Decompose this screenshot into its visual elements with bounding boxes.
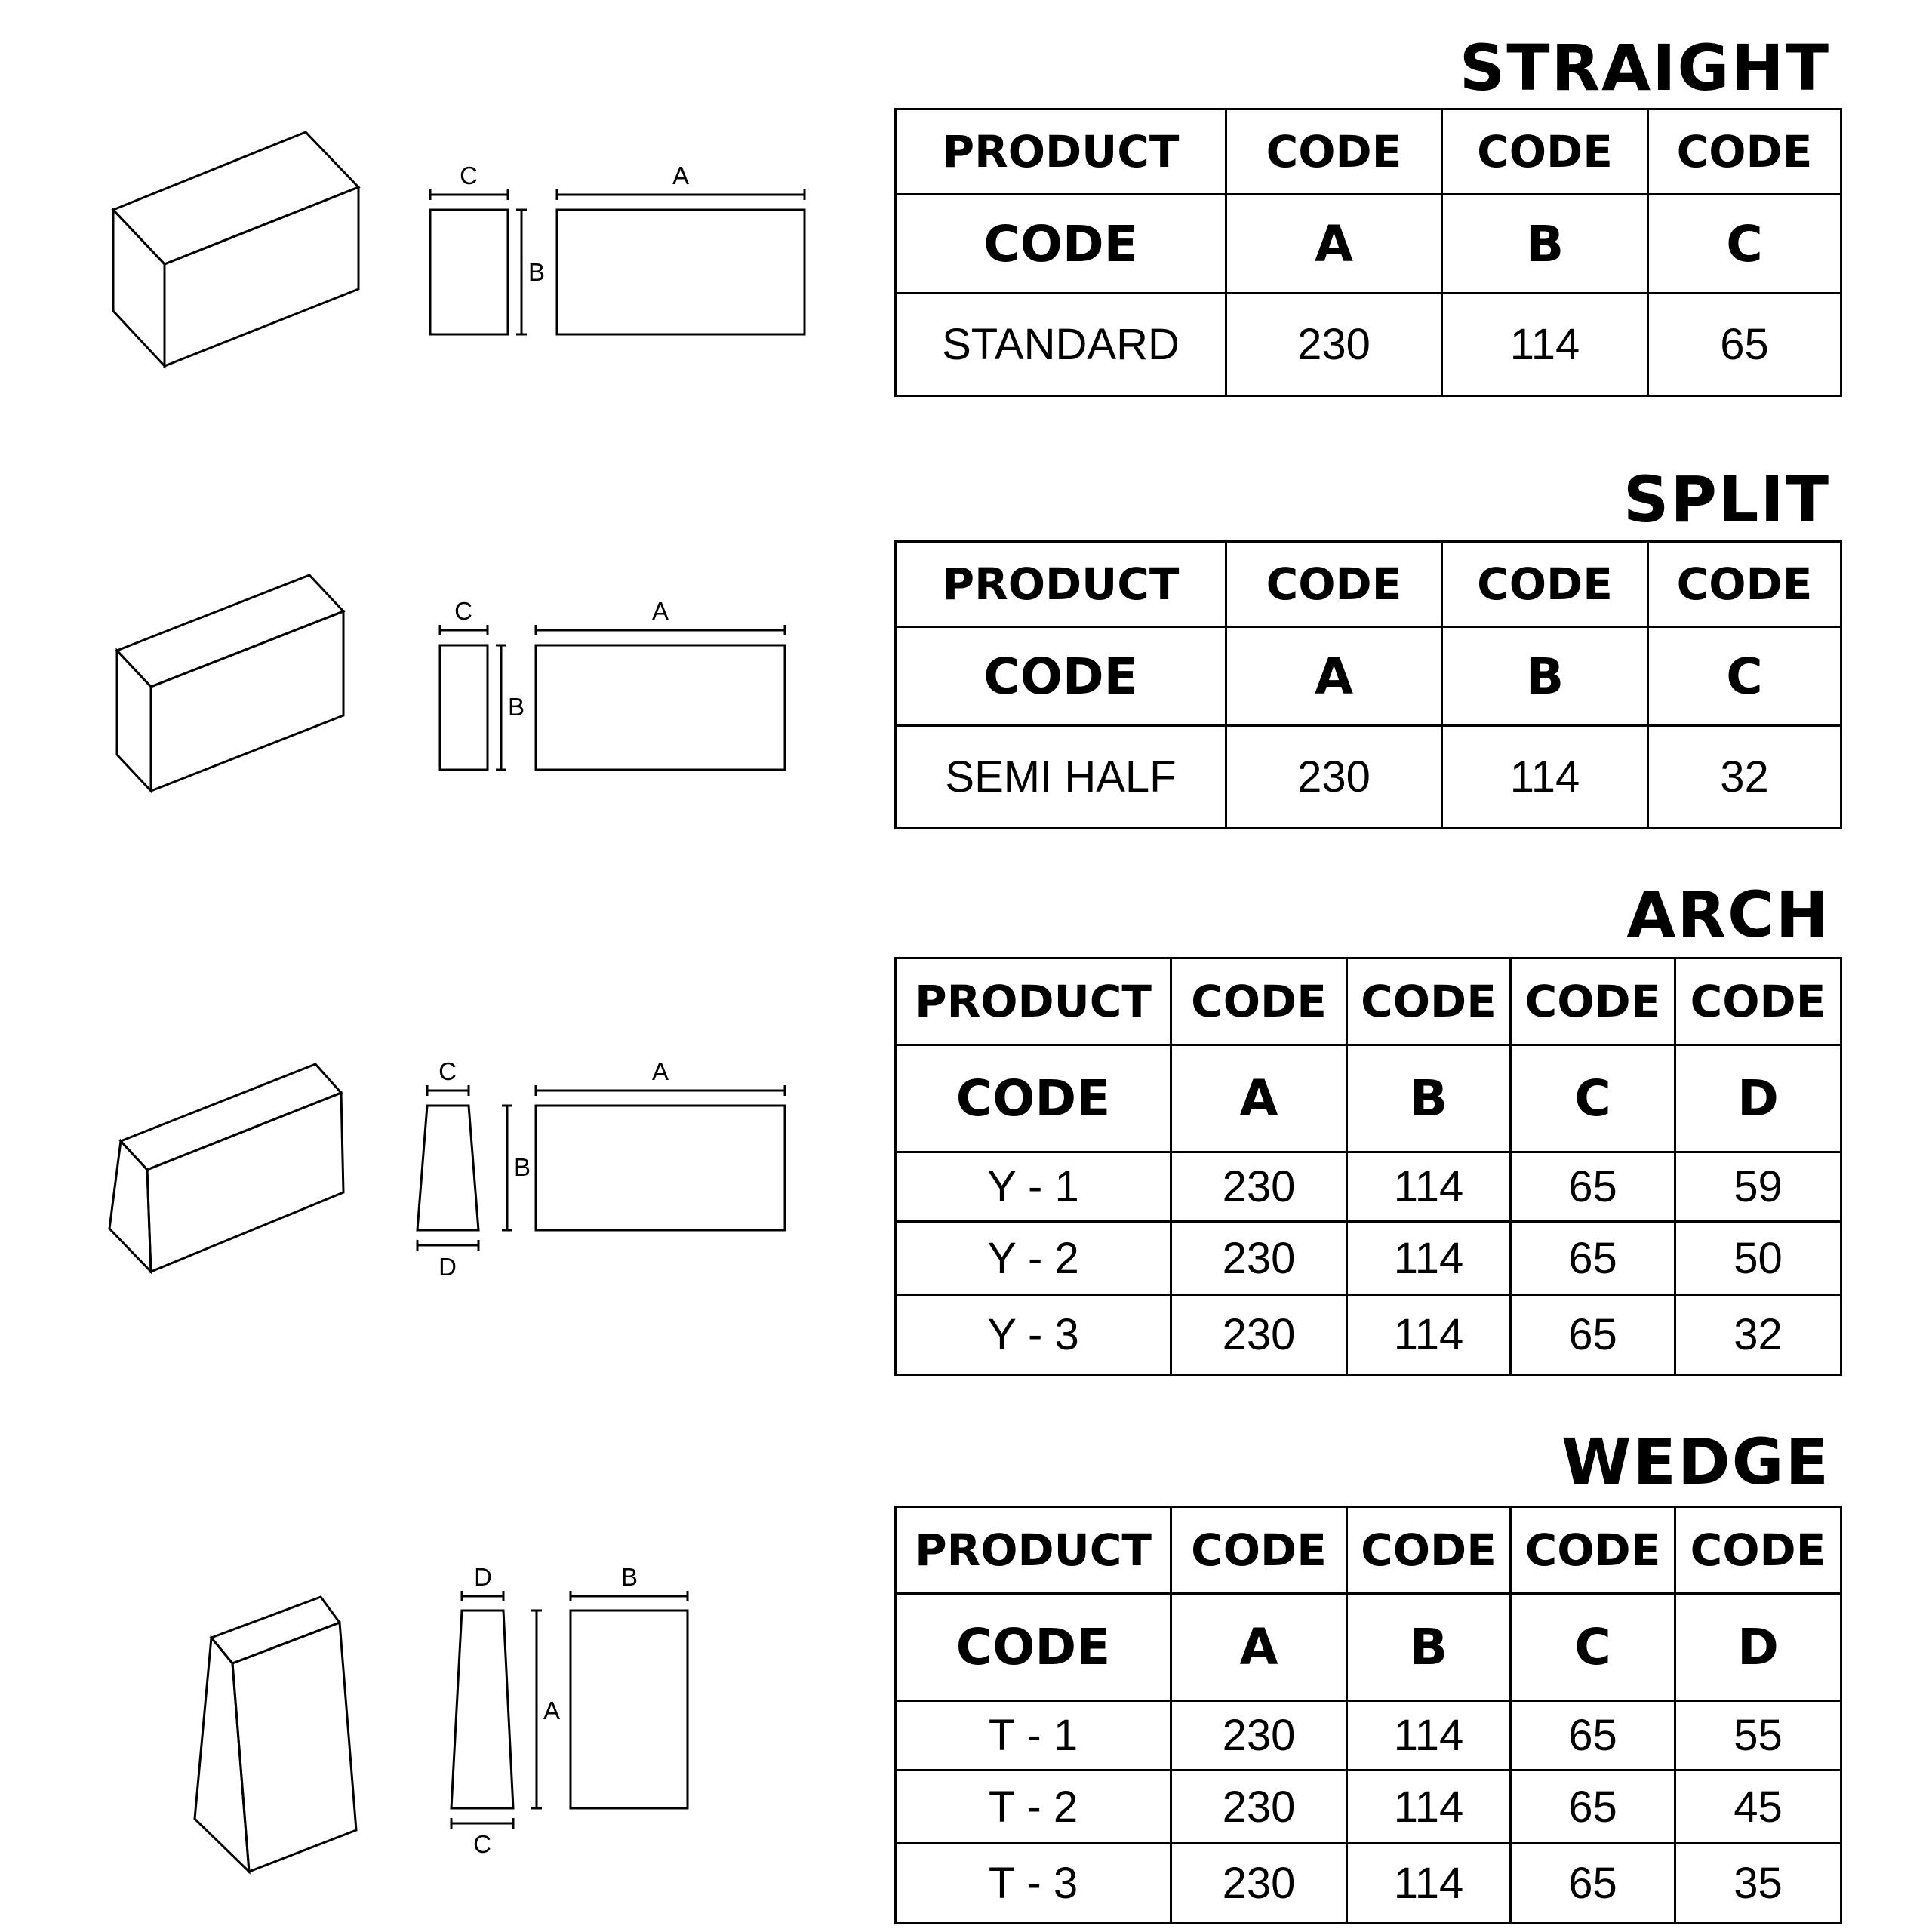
dimension-label-a: A <box>672 162 690 189</box>
dimension-label-d: D <box>474 1563 492 1591</box>
value-cell: 32 <box>1648 726 1841 829</box>
header-cell: CODE <box>1226 542 1442 627</box>
header-cell: CODE <box>1226 109 1442 195</box>
dimension-label-a: A <box>543 1697 561 1724</box>
value-cell: 114 <box>1347 1770 1511 1844</box>
straight-title: STRAIGHT <box>1459 31 1830 105</box>
header-cell: CODE <box>1171 1507 1347 1594</box>
straight-front-view <box>557 189 804 334</box>
header-cell: C <box>1648 195 1841 294</box>
header-cell: CODE <box>1442 542 1648 627</box>
arch-spec-table <box>894 957 1842 1376</box>
table-row <box>896 1295 1841 1375</box>
dimension-label-d: D <box>438 1253 457 1281</box>
header-cell: B <box>1347 1045 1511 1152</box>
header-cell: CODE <box>896 627 1226 726</box>
arch-brick-isometric <box>109 1064 343 1272</box>
wedge-spec-table <box>894 1506 1842 1924</box>
arch-front-view <box>536 1085 785 1230</box>
table-header-row <box>896 109 1841 195</box>
header-cell: PRODUCT <box>896 542 1226 627</box>
value-cell: 65 <box>1648 294 1841 396</box>
header-cell: CODE <box>1347 958 1511 1045</box>
value-cell: 114 <box>1347 1152 1511 1222</box>
dimension-label-c: C <box>438 1057 457 1085</box>
dimension-label-c: C <box>460 162 478 189</box>
header-cell: B <box>1442 195 1648 294</box>
header-cell: CODE <box>1171 958 1347 1045</box>
header-cell: CODE <box>896 195 1226 294</box>
split-spec-table <box>894 540 1842 829</box>
arch-side-view <box>417 1085 512 1251</box>
product-code-cell: T - 2 <box>896 1770 1171 1844</box>
dimension-label-a: A <box>651 1057 669 1085</box>
header-cell: CODE <box>896 1594 1171 1701</box>
value-cell: 230 <box>1226 726 1442 829</box>
value-cell: 45 <box>1675 1770 1841 1844</box>
straight-brick-diagram <box>0 113 830 385</box>
product-code-cell: SEMI HALF <box>896 726 1226 829</box>
value-cell: 65 <box>1511 1152 1675 1222</box>
table-header-row <box>896 627 1841 726</box>
dimension-label-c: C <box>454 597 472 625</box>
header-cell: CODE <box>1511 958 1675 1045</box>
header-cell: CODE <box>1675 1507 1841 1594</box>
product-code-cell: Y - 1 <box>896 1152 1171 1222</box>
header-cell: A <box>1226 195 1442 294</box>
value-cell: 50 <box>1675 1222 1841 1295</box>
header-cell: PRODUCT <box>896 1507 1171 1594</box>
header-cell: CODE <box>1347 1507 1511 1594</box>
wedge-title: WEDGE <box>1561 1425 1830 1499</box>
wedge-brick-diagram <box>0 1563 755 1887</box>
value-cell: 35 <box>1675 1844 1841 1924</box>
product-code-cell: Y - 2 <box>896 1222 1171 1295</box>
header-cell: B <box>1442 627 1648 726</box>
header-cell: D <box>1675 1045 1841 1152</box>
table-header-row <box>896 958 1841 1045</box>
product-code-cell: T - 3 <box>896 1844 1171 1924</box>
value-cell: 114 <box>1347 1701 1511 1770</box>
table-header-row <box>896 542 1841 627</box>
dimension-label-a: A <box>651 597 669 625</box>
product-code-cell: T - 1 <box>896 1701 1171 1770</box>
header-cell: CODE <box>896 1045 1171 1152</box>
wedge-front-view <box>571 1591 688 1808</box>
table-row <box>896 1701 1841 1770</box>
split-title: SPLIT <box>1623 463 1830 537</box>
split-brick-diagram <box>0 566 830 808</box>
table-header-row <box>896 1507 1841 1594</box>
table-header-row <box>896 195 1841 294</box>
table-row <box>896 294 1841 396</box>
value-cell: 230 <box>1171 1770 1347 1844</box>
header-cell: CODE <box>1648 542 1841 627</box>
header-cell: A <box>1226 627 1442 726</box>
split-front-view <box>536 625 785 770</box>
arch-title: ARCH <box>1626 878 1830 952</box>
header-cell: CODE <box>1442 109 1648 195</box>
value-cell: 55 <box>1675 1701 1841 1770</box>
dimension-label-b: B <box>513 1153 531 1181</box>
straight-spec-table <box>894 108 1842 397</box>
header-cell: C <box>1511 1045 1675 1152</box>
table-row <box>896 1222 1841 1295</box>
header-cell: B <box>1347 1594 1511 1701</box>
header-cell: PRODUCT <box>896 958 1171 1045</box>
straight-brick-isometric <box>113 132 358 366</box>
header-cell: A <box>1171 1045 1347 1152</box>
value-cell: 114 <box>1442 294 1648 396</box>
value-cell: 230 <box>1171 1295 1347 1375</box>
split-side-view <box>440 625 506 770</box>
value-cell: 230 <box>1171 1222 1347 1295</box>
header-cell: CODE <box>1511 1507 1675 1594</box>
straight-side-view <box>430 189 527 334</box>
header-cell: CODE <box>1648 109 1841 195</box>
value-cell: 230 <box>1226 294 1442 396</box>
value-cell: 230 <box>1171 1152 1347 1222</box>
header-cell: D <box>1675 1594 1841 1701</box>
value-cell: 65 <box>1511 1701 1675 1770</box>
value-cell: 230 <box>1171 1844 1347 1924</box>
value-cell: 65 <box>1511 1222 1675 1295</box>
table-header-row <box>896 1045 1841 1152</box>
value-cell: 59 <box>1675 1152 1841 1222</box>
value-cell: 32 <box>1675 1295 1841 1375</box>
value-cell: 65 <box>1511 1295 1675 1375</box>
dimension-label-b: B <box>620 1563 638 1591</box>
value-cell: 114 <box>1347 1844 1511 1924</box>
split-brick-isometric <box>117 575 343 791</box>
product-code-cell: Y - 3 <box>896 1295 1171 1375</box>
wedge-side-view <box>451 1591 542 1829</box>
table-row <box>896 1770 1841 1844</box>
product-code-cell: STANDARD <box>896 294 1226 396</box>
value-cell: 114 <box>1347 1295 1511 1375</box>
value-cell: 114 <box>1347 1222 1511 1295</box>
value-cell: 65 <box>1511 1770 1675 1844</box>
table-row <box>896 726 1841 829</box>
wedge-brick-isometric <box>195 1597 356 1872</box>
header-cell: C <box>1648 627 1841 726</box>
arch-brick-diagram <box>0 1057 830 1298</box>
dimension-label-b: B <box>528 258 546 286</box>
header-cell: C <box>1511 1594 1675 1701</box>
header-cell: PRODUCT <box>896 109 1226 195</box>
value-cell: 230 <box>1171 1701 1347 1770</box>
dimension-label-c: C <box>473 1830 491 1858</box>
value-cell: 65 <box>1511 1844 1675 1924</box>
header-cell: A <box>1171 1594 1347 1701</box>
value-cell: 114 <box>1442 726 1648 829</box>
dimension-label-b: B <box>507 693 525 721</box>
table-header-row <box>896 1594 1841 1701</box>
table-row <box>896 1844 1841 1924</box>
header-cell: CODE <box>1675 958 1841 1045</box>
table-row <box>896 1152 1841 1222</box>
